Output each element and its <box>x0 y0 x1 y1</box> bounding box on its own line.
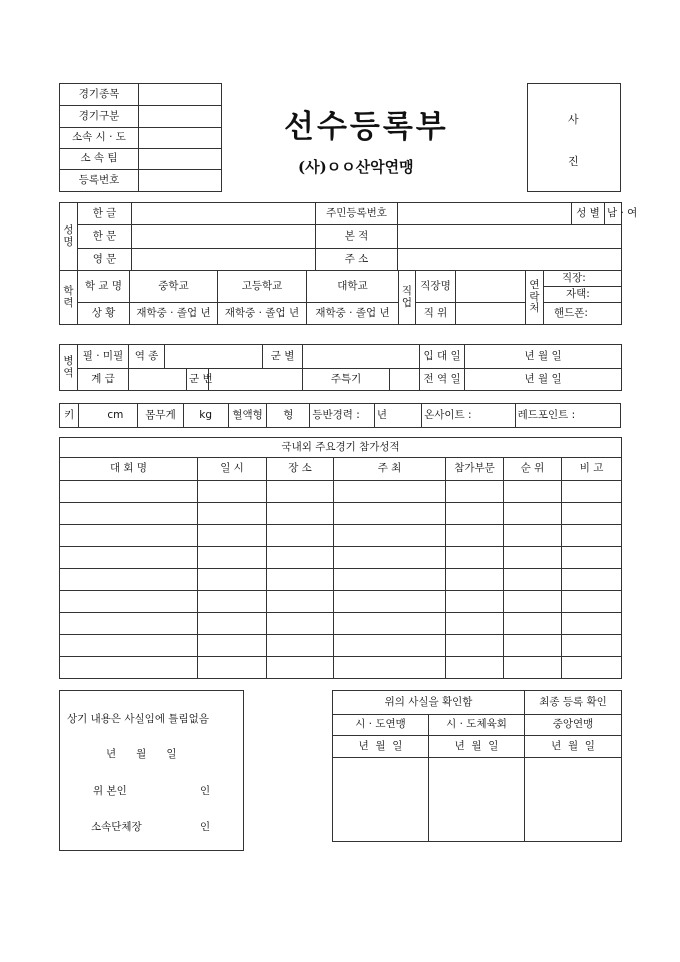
contact-side-label: 연 락 처 <box>526 271 544 325</box>
table-cell[interactable] <box>334 613 446 635</box>
table-cell[interactable] <box>334 525 446 547</box>
col-header: 순 위 <box>504 458 562 481</box>
table-cell[interactable] <box>504 569 562 591</box>
confirm-statement: 상기 내용은 사실임에 틀림없음 <box>67 713 209 725</box>
table-cell[interactable] <box>267 591 334 613</box>
field-input[interactable] <box>139 84 222 106</box>
table-cell[interactable] <box>446 481 504 503</box>
table-cell[interactable] <box>562 525 622 547</box>
col-header: 비 고 <box>562 458 622 481</box>
field-input[interactable] <box>139 170 222 192</box>
photo-box[interactable] <box>527 83 621 192</box>
status-label: 상 황 <box>78 303 130 325</box>
table-cell[interactable] <box>562 503 622 525</box>
table-cell[interactable] <box>60 569 198 591</box>
climb-label: 등반경력 : <box>310 404 374 428</box>
city-sports-seal-area[interactable] <box>429 758 525 842</box>
blood-unit: 형 <box>283 408 294 421</box>
photo-label-2: 진 <box>568 155 579 168</box>
resident-no-input[interactable] <box>398 203 572 225</box>
rank-input[interactable] <box>129 369 187 391</box>
table-cell[interactable] <box>267 569 334 591</box>
table-cell[interactable] <box>198 503 267 525</box>
hangul-label: 한 글 <box>78 203 132 225</box>
hanja-label: 한 문 <box>78 225 132 249</box>
name-side-label: 성 명 <box>60 203 78 271</box>
education-table <box>59 270 622 325</box>
english-input[interactable] <box>132 249 316 271</box>
table-cell[interactable] <box>267 613 334 635</box>
discharge-date[interactable]: 년 월 일 <box>465 369 622 391</box>
table-cell[interactable] <box>562 635 622 657</box>
confirm-date[interactable]: 년 월 일 <box>106 748 177 760</box>
rank-label: 계 급 <box>78 369 129 391</box>
position-label: 직 위 <box>416 303 456 325</box>
table-cell[interactable] <box>504 591 562 613</box>
table-cell[interactable] <box>562 481 622 503</box>
table-cell[interactable] <box>267 503 334 525</box>
education-side-label: 학 력 <box>60 271 78 325</box>
table-cell[interactable] <box>267 525 334 547</box>
discharge-label: 전 역 일 <box>420 369 465 391</box>
origin-input[interactable] <box>398 225 622 249</box>
table-row <box>60 525 622 547</box>
city-fed-seal-area[interactable] <box>333 758 429 842</box>
table-row <box>60 547 622 569</box>
branch-input[interactable] <box>303 345 420 369</box>
head-seal[interactable]: 인 <box>200 821 211 833</box>
table-cell[interactable] <box>198 635 267 657</box>
table-cell[interactable] <box>198 481 267 503</box>
table-cell[interactable] <box>198 569 267 591</box>
photo-label-1: 사 <box>568 113 579 126</box>
specialty-input[interactable] <box>390 369 420 391</box>
table-cell[interactable] <box>446 635 504 657</box>
table-row <box>60 613 622 635</box>
home-phone-field[interactable]: 자택: <box>544 287 622 303</box>
table-cell[interactable] <box>60 503 198 525</box>
blood-label: 혈액형 <box>228 404 267 428</box>
cm-unit: cm <box>107 408 124 421</box>
personal-table <box>59 202 638 271</box>
competition-table <box>59 437 622 679</box>
table-cell[interactable] <box>334 569 446 591</box>
table-cell[interactable] <box>504 635 562 657</box>
origin-label: 본 적 <box>316 225 398 249</box>
height-label: 키 <box>60 404 79 428</box>
table-cell[interactable] <box>504 613 562 635</box>
field-input[interactable] <box>139 149 222 170</box>
school-name-label: 학 교 명 <box>78 271 130 303</box>
head-label: 소속단체장 <box>91 821 142 833</box>
city-fed-label: 시 · 도연맹 <box>333 715 429 736</box>
table-cell[interactable] <box>446 591 504 613</box>
verification-table <box>332 690 622 842</box>
enlist-date[interactable]: 년 월 일 <box>465 345 622 369</box>
table-cell[interactable] <box>504 481 562 503</box>
table-cell[interactable] <box>60 591 198 613</box>
kg-unit: kg <box>199 408 212 421</box>
table-cell[interactable] <box>198 657 267 679</box>
header-info-table <box>59 83 222 192</box>
hanja-input[interactable] <box>132 225 316 249</box>
col-header: 주 최 <box>334 458 446 481</box>
blood-input[interactable] <box>267 404 310 428</box>
table-cell[interactable] <box>60 547 198 569</box>
organization-name: (사)ㅇㅇ산악연맹 <box>298 158 414 176</box>
field-label: 등록번호 <box>60 170 139 192</box>
central-date[interactable]: 년 월 일 <box>525 736 622 758</box>
field-label: 소 속 팀 <box>60 149 139 170</box>
resident-no-label: 주민등록번호 <box>316 203 398 225</box>
table-cell[interactable] <box>267 547 334 569</box>
served-status[interactable]: 필 · 미필 <box>78 345 129 369</box>
field-label: 경기종목 <box>60 84 139 106</box>
self-confirm-box <box>59 690 244 851</box>
city-fed-date[interactable]: 년 월 일 <box>333 736 429 758</box>
service-type-input[interactable] <box>165 345 263 369</box>
enlist-label: 입 대 일 <box>420 345 465 369</box>
table-cell[interactable] <box>504 503 562 525</box>
field-input[interactable] <box>139 128 222 149</box>
city-sports-label: 시 · 도체육회 <box>429 715 525 736</box>
field-input[interactable] <box>139 106 222 128</box>
year-unit: 년 <box>376 408 387 421</box>
high-school-label: 고등학교 <box>218 271 307 303</box>
table-cell[interactable] <box>562 569 622 591</box>
gender-value[interactable]: 남 · 여 <box>605 203 622 225</box>
table-cell[interactable] <box>60 613 198 635</box>
table-row <box>60 569 622 591</box>
table-cell[interactable] <box>446 503 504 525</box>
table-cell[interactable] <box>562 613 622 635</box>
climb-input[interactable] <box>374 404 421 428</box>
position-input[interactable] <box>456 303 526 325</box>
table-row <box>60 591 622 613</box>
final-confirm-label: 최종 등록 확인 <box>525 691 622 715</box>
field-label: 소속 시 · 도 <box>60 128 139 149</box>
table-cell[interactable] <box>504 525 562 547</box>
central-seal-area[interactable] <box>525 758 622 842</box>
middle-status[interactable]: 재학중 · 졸업 년 <box>130 303 218 325</box>
table-cell[interactable] <box>446 657 504 679</box>
weight-input[interactable] <box>183 404 228 428</box>
table-cell[interactable] <box>334 503 446 525</box>
table-cell[interactable] <box>267 635 334 657</box>
middle-school-label: 중학교 <box>130 271 218 303</box>
col-header: 대 회 명 <box>60 458 198 481</box>
height-input[interactable] <box>79 404 138 428</box>
self-seal[interactable]: 인 <box>200 785 211 797</box>
table-cell[interactable] <box>198 525 267 547</box>
table-cell[interactable] <box>446 613 504 635</box>
table-row <box>60 481 622 503</box>
table-cell[interactable] <box>562 547 622 569</box>
table-cell[interactable] <box>60 481 198 503</box>
gender-label: 성 별 <box>572 203 605 225</box>
mobile-field[interactable]: 핸드폰: <box>544 303 622 325</box>
college-status[interactable]: 재학중 · 졸업 년 <box>307 303 399 325</box>
unit-label: 군 번 <box>187 369 209 391</box>
service-type-label: 역 종 <box>129 345 165 369</box>
specialty-label: 주특기 <box>303 369 390 391</box>
work-phone-field[interactable]: 직장: <box>544 271 622 287</box>
table-cell[interactable] <box>60 657 198 679</box>
weight-label: 몸무게 <box>138 404 183 428</box>
table-cell[interactable] <box>446 569 504 591</box>
table-cell[interactable] <box>562 657 622 679</box>
page-title: 선수등록부 <box>284 109 449 145</box>
col-header: 참가부문 <box>446 458 504 481</box>
city-sports-date[interactable]: 년 월 일 <box>429 736 525 758</box>
table-cell[interactable] <box>198 547 267 569</box>
table-cell[interactable] <box>334 591 446 613</box>
job-side-label: 직 업 <box>399 271 416 325</box>
address-input[interactable] <box>398 249 622 271</box>
field-label: 경기구분 <box>60 106 139 128</box>
table-cell[interactable] <box>446 547 504 569</box>
table-cell[interactable] <box>267 657 334 679</box>
table-row <box>60 657 622 679</box>
table-cell[interactable] <box>198 613 267 635</box>
verify-label: 위의 사실을 확인함 <box>333 691 525 715</box>
table-cell[interactable] <box>334 547 446 569</box>
table-cell[interactable] <box>334 481 446 503</box>
table-cell[interactable] <box>267 481 334 503</box>
unit-input[interactable] <box>209 369 303 391</box>
military-table <box>59 344 622 391</box>
table-cell[interactable] <box>60 635 198 657</box>
table-cell[interactable] <box>504 547 562 569</box>
table-cell[interactable] <box>334 635 446 657</box>
table-cell[interactable] <box>504 657 562 679</box>
workplace-label: 직장명 <box>416 271 456 303</box>
body-table <box>59 403 621 428</box>
english-label: 영 문 <box>78 249 132 271</box>
col-header: 장 소 <box>267 458 334 481</box>
redpoint-field[interactable]: 레드포인트 : <box>515 404 620 428</box>
hangul-input[interactable] <box>132 203 316 225</box>
address-label: 주 소 <box>316 249 398 271</box>
competition-title: 국내외 주요경기 참가성적 <box>60 438 622 458</box>
workplace-input[interactable] <box>456 271 526 303</box>
self-label: 위 본인 <box>93 785 127 797</box>
branch-label: 군 별 <box>263 345 303 369</box>
table-row <box>60 635 622 657</box>
military-side-label: 병 역 <box>60 345 78 391</box>
central-label: 중앙연맹 <box>525 715 622 736</box>
table-cell[interactable] <box>198 591 267 613</box>
table-cell[interactable] <box>60 525 198 547</box>
college-label: 대학교 <box>307 271 399 303</box>
high-status[interactable]: 재학중 · 졸업 년 <box>218 303 307 325</box>
table-row <box>60 503 622 525</box>
col-header: 일 시 <box>198 458 267 481</box>
table-cell[interactable] <box>562 591 622 613</box>
onsight-field[interactable]: 온사이트 : <box>422 404 516 428</box>
table-cell[interactable] <box>334 657 446 679</box>
table-cell[interactable] <box>446 525 504 547</box>
